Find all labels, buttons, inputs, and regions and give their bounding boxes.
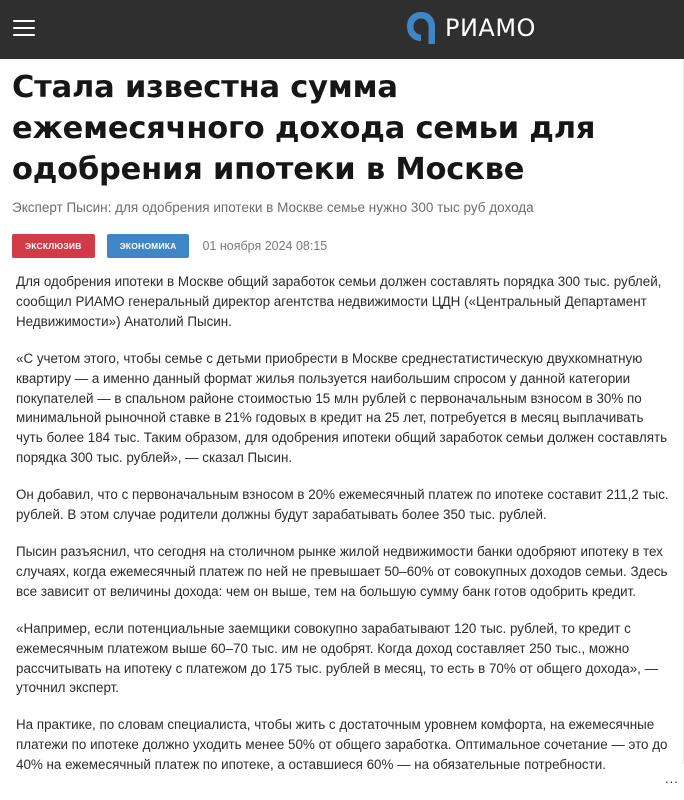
article-paragraph: Пысин разъяснил, что сегодня на столичном рынке жилой недвижимости банки одобряют ипотеку в тех случаях, когда ежемесячный платеж по ней не превышает 50–60% от совокупных доходов семьи. Здесь все зависит от величины дохода: чем он выше, тем на большую сумму банк готов одобрить кредит.: [16, 543, 668, 599]
more-indicator: ...: [665, 771, 679, 786]
publish-date: 01 ноября 2024 08:15: [202, 239, 328, 253]
ria-logo-icon: [405, 10, 439, 46]
article-paragraph: Для одобрения ипотеки в Москве общий заработок семьи должен составлять порядка 300 тыс. рублей, сообщил РИАМО генеральный директор агентства недвижимости ЦДН («Центральный Департамент Недвижимости») Анатолий Пысин.: [16, 274, 662, 329]
site-logo[interactable]: [405, 10, 536, 46]
article-paragraph: На практике, по словам специалиста, чтобы жить с достаточным уровнем комфорта, на ежемесячные платежи по ипотеке должно уходить менее 50% от общего заработка. Оптимальное сочетание — это до 40% на ежемесячный платеж по ипотеке, а оставшиеся 60% — на обязательные потребности.: [16, 717, 668, 773]
top-bar: [0, 0, 684, 59]
article-paragraph: Он добавил, что с первоначальным взносом в 20% ежемесячный платеж по ипотеке составит 211,2 тыс. рублей. В этом случае родители должны будут зарабатывать более 350 тыс. рублей.: [16, 487, 669, 523]
logo-text: РИАМО: [445, 14, 536, 42]
article-body: [16, 272, 671, 792]
article-subtitle: Эксперт Пысин: для одобрения ипотеки в Москве семье нужно 300 тыс руб дохода: [12, 200, 534, 215]
tag-economy[interactable]: ЭКОНОМИКА: [107, 234, 190, 258]
article-meta: [12, 234, 327, 258]
tag-exclusive[interactable]: ЭКСКЛЮЗИВ: [12, 234, 95, 258]
article-paragraph: «С учетом этого, чтобы семье с детьми приобрести в Москве среднестатистическую двухкомнатную квартиру — а именно данный формат жилья пользуется наибольшим спросом у данной категории покупателей — в спальном районе стоимостью 15 млн рублей с первоначальным взносом в 30% по минимальной рыночной ставке в 21% годовых в кредит на 25 лет, потребуется в месяц выплачивать чуть более 184 тыс. Таким образом, для одобрения ипотеки общий заработок семьи должен составлять порядка 300 тыс. рублей», — сказал Пысин.: [16, 350, 668, 466]
article-paragraph: «Например, если потенциальные заемщики совокупно зарабатывают 120 тыс. рублей, то кредит с ежемесячным платежом выше 60–70 тыс. им не одобрят. Когда доход составляет 250 тыс., можно рассчитывать на ипотеку с платежом до 175 тыс. рублей в месяц, то есть в 70% от общего дохода», — уточнил эксперт.: [16, 620, 659, 696]
hamburger-menu-icon[interactable]: [13, 19, 35, 37]
article-title: Стала известна сумма ежемесячного дохода семьи для одобрения ипотеки в Москве: [12, 70, 596, 187]
